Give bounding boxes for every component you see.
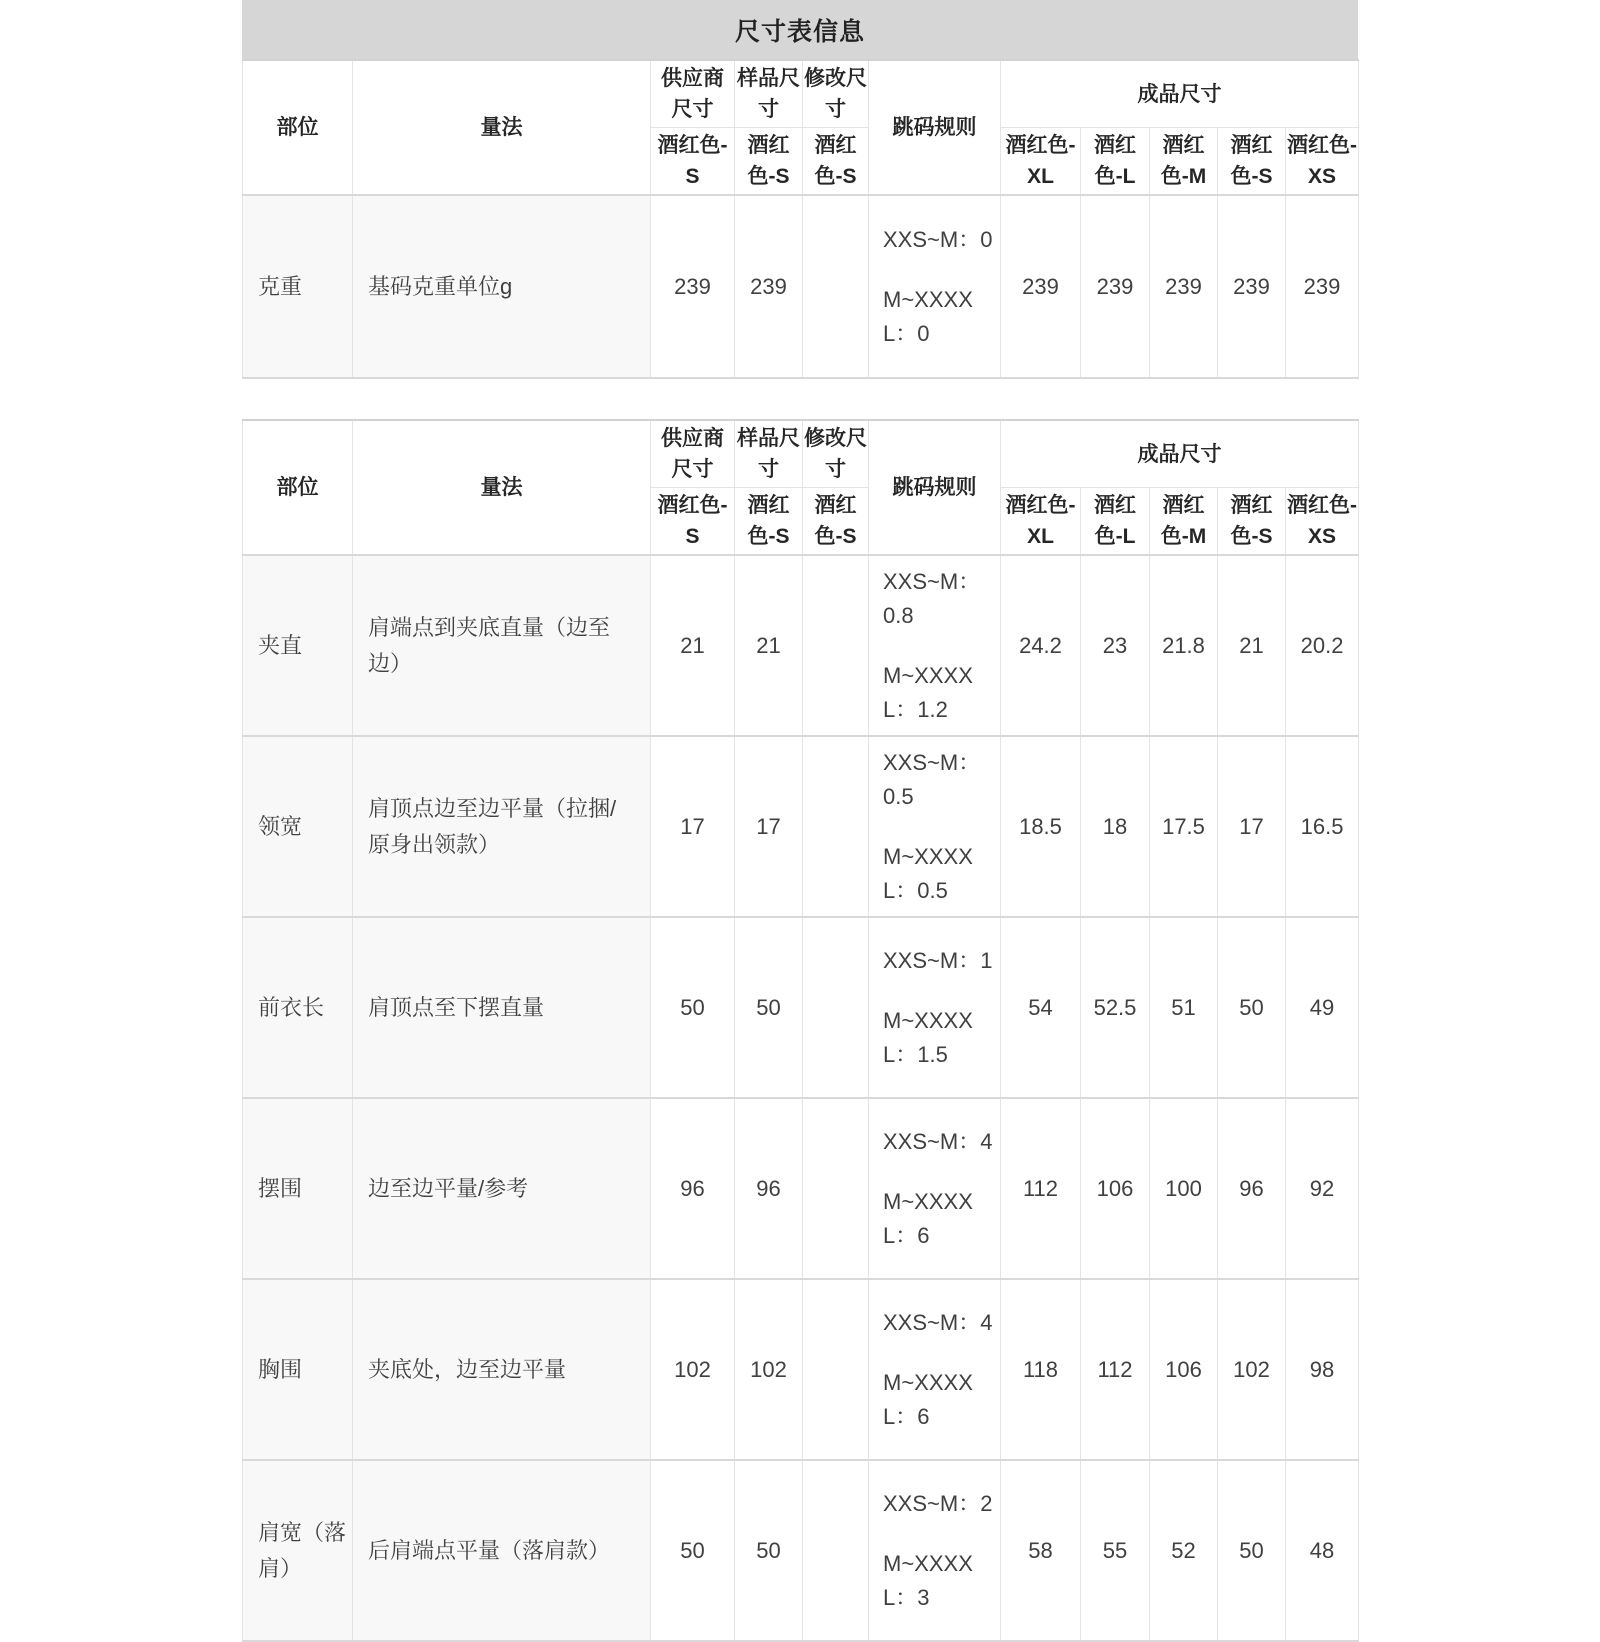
cell-modified-size: [803, 917, 869, 1098]
jump-rule-line: M~XXXXL：3: [883, 1550, 973, 1610]
cell-part: 前衣长: [243, 917, 353, 1098]
jump-rule-line: M~XXXXL：6: [883, 1188, 973, 1248]
cell-jump-rule: [869, 1098, 1001, 1279]
header-sample-size: 样品尺寸: [735, 420, 803, 488]
cell-supplier-size: 239: [651, 195, 735, 378]
size-chart-title: 尺寸表信息: [242, 0, 1358, 59]
header-supplier-size: 供应商尺寸: [651, 60, 735, 128]
cell-modified-size: [803, 1460, 869, 1641]
header-finished-sub: 酒红色-XL: [1001, 488, 1081, 556]
jump-rule-line: XXS~M：1: [883, 947, 993, 973]
cell-finished-size: 239: [1150, 195, 1218, 378]
cell-finished-size: 106: [1150, 1279, 1218, 1460]
cell-supplier-size: 21: [651, 555, 735, 736]
cell-sample-size: 96: [735, 1098, 803, 1279]
header-finished-sub: 酒红色-L: [1081, 128, 1150, 196]
header-method: 量法: [353, 60, 651, 195]
cell-part: 夹直: [243, 555, 353, 736]
jump-rule-line: XXS~M：4: [883, 1128, 993, 1154]
jump-rule-line: XXS~M：0.8: [883, 568, 981, 628]
cell-finished-size: 54: [1001, 917, 1081, 1098]
cell-jump-rule: [869, 736, 1001, 917]
header-finished-sub: 酒红色-M: [1150, 488, 1218, 556]
jump-rule-line: XXS~M：2: [883, 1490, 993, 1516]
cell-jump-rule: [869, 1279, 1001, 1460]
cell-method: 肩顶点边至边平量（拉捆/原身出领款）: [353, 736, 651, 917]
cell-part: 克重: [243, 195, 353, 378]
table-row: [243, 1098, 1359, 1279]
cell-modified-size: [803, 1279, 869, 1460]
cell-supplier-size: 50: [651, 917, 735, 1098]
cell-finished-size: 51: [1150, 917, 1218, 1098]
header-group-row: [243, 420, 1359, 488]
cell-finished-size: 239: [1081, 195, 1150, 378]
header-modified-sub: 酒红色-S: [803, 488, 869, 556]
cell-jump-rule: [869, 917, 1001, 1098]
cell-finished-size: 20.2: [1286, 555, 1359, 736]
header-supplier-sub: 酒红色-S: [651, 128, 735, 196]
cell-modified-size: [803, 555, 869, 736]
cell-finished-size: 23: [1081, 555, 1150, 736]
cell-method: 夹底处，边至边平量: [353, 1279, 651, 1460]
header-jump-rule: 跳码规则: [869, 420, 1001, 555]
table-row: [243, 1279, 1359, 1460]
cell-finished-size: 118: [1001, 1279, 1081, 1460]
header-finished-sub: 酒红色-L: [1081, 488, 1150, 556]
cell-finished-size: 55: [1081, 1460, 1150, 1641]
cell-supplier-size: 96: [651, 1098, 735, 1279]
header-finished-size: 成品尺寸: [1001, 420, 1359, 488]
jump-rule-line: M~XXXXL：6: [883, 1369, 973, 1429]
cell-method: 基码克重单位g: [353, 195, 651, 378]
header-finished-sub: 酒红色-XS: [1286, 488, 1359, 556]
header-sample-size: 样品尺寸: [735, 60, 803, 128]
jump-rule-line: XXS~M：4: [883, 1309, 993, 1335]
cell-part: 胸围: [243, 1279, 353, 1460]
cell-part: 摆围: [243, 1098, 353, 1279]
cell-jump-rule: [869, 1460, 1001, 1641]
cell-finished-size: 24.2: [1001, 555, 1081, 736]
cell-finished-size: 17.5: [1150, 736, 1218, 917]
cell-finished-size: 50: [1218, 1460, 1286, 1641]
jump-rule-line: M~XXXXL：1.5: [883, 1007, 973, 1067]
header-jump-rule: 跳码规则: [869, 60, 1001, 195]
cell-sample-size: 102: [735, 1279, 803, 1460]
header-modified-sub: 酒红色-S: [803, 128, 869, 196]
header-finished-sub: 酒红色-M: [1150, 128, 1218, 196]
table-row: [243, 736, 1359, 917]
cell-finished-size: 239: [1286, 195, 1359, 378]
cell-method: 边至边平量/参考: [353, 1098, 651, 1279]
cell-modified-size: [803, 1098, 869, 1279]
cell-supplier-size: 102: [651, 1279, 735, 1460]
cell-finished-size: 96: [1218, 1098, 1286, 1279]
cell-modified-size: [803, 195, 869, 378]
cell-sample-size: 21: [735, 555, 803, 736]
cell-jump-rule: [869, 195, 1001, 378]
table-row: [243, 1460, 1359, 1641]
cell-finished-size: 50: [1218, 917, 1286, 1098]
cell-finished-size: 102: [1218, 1279, 1286, 1460]
jump-rule-line: M~XXXXL：1.2: [883, 662, 973, 722]
header-part: 部位: [243, 420, 353, 555]
header-method: 量法: [353, 420, 651, 555]
header-finished-sub: 酒红色-S: [1218, 488, 1286, 556]
cell-finished-size: 58: [1001, 1460, 1081, 1641]
header-part: 部位: [243, 60, 353, 195]
table-row: [243, 555, 1359, 736]
cell-part: 肩宽（落肩）: [243, 1460, 353, 1641]
cell-finished-size: 21.8: [1150, 555, 1218, 736]
cell-finished-size: 52.5: [1081, 917, 1150, 1098]
detail-size-table-section: [242, 419, 1358, 1642]
size-table: [242, 419, 1359, 1642]
size-table: [242, 59, 1359, 379]
cell-sample-size: 239: [735, 195, 803, 378]
cell-part: 领宽: [243, 736, 353, 917]
table-row: [243, 195, 1359, 378]
cell-finished-size: 49: [1286, 917, 1359, 1098]
cell-finished-size: 98: [1286, 1279, 1359, 1460]
cell-method: 肩端点到夹底直量（边至边）: [353, 555, 651, 736]
cell-finished-size: 100: [1150, 1098, 1218, 1279]
header-supplier-size: 供应商尺寸: [651, 420, 735, 488]
header-supplier-sub: 酒红色-S: [651, 488, 735, 556]
cell-finished-size: 48: [1286, 1460, 1359, 1641]
header-finished-sub: 酒红色-XL: [1001, 128, 1081, 196]
cell-finished-size: 112: [1081, 1279, 1150, 1460]
jump-rule-line: M~XXXXL：0.5: [883, 843, 973, 903]
cell-jump-rule: [869, 555, 1001, 736]
header-finished-size: 成品尺寸: [1001, 60, 1359, 128]
cell-finished-size: 21: [1218, 555, 1286, 736]
cell-finished-size: 18.5: [1001, 736, 1081, 917]
cell-supplier-size: 17: [651, 736, 735, 917]
table-gap: [242, 379, 1358, 419]
cell-method: 肩顶点至下摆直量: [353, 917, 651, 1098]
base-size-table-section: [242, 59, 1358, 379]
size-table-header: [243, 60, 1359, 195]
cell-finished-size: 17: [1218, 736, 1286, 917]
cell-supplier-size: 50: [651, 1460, 735, 1641]
cell-sample-size: 17: [735, 736, 803, 917]
cell-sample-size: 50: [735, 1460, 803, 1641]
cell-finished-size: 239: [1001, 195, 1081, 378]
cell-modified-size: [803, 736, 869, 917]
header-modified-size: 修改尺寸: [803, 420, 869, 488]
cell-finished-size: 239: [1218, 195, 1286, 378]
jump-rule-line: XXS~M：0.5: [883, 749, 981, 809]
cell-finished-size: 18: [1081, 736, 1150, 917]
table-row: [243, 917, 1359, 1098]
header-sample-sub: 酒红色-S: [735, 488, 803, 556]
cell-finished-size: 52: [1150, 1460, 1218, 1641]
header-finished-sub: 酒红色-S: [1218, 128, 1286, 196]
size-chart-panel: [242, 0, 1358, 1642]
cell-finished-size: 106: [1081, 1098, 1150, 1279]
header-finished-sub: 酒红色-XS: [1286, 128, 1359, 196]
cell-finished-size: 16.5: [1286, 736, 1359, 917]
header-modified-size: 修改尺寸: [803, 60, 869, 128]
cell-method: 后肩端点平量（落肩款）: [353, 1460, 651, 1641]
size-table-header: [243, 420, 1359, 555]
cell-finished-size: 112: [1001, 1098, 1081, 1279]
cell-finished-size: 92: [1286, 1098, 1359, 1279]
jump-rule-line: XXS~M：0: [883, 226, 993, 252]
header-group-row: [243, 60, 1359, 128]
cell-sample-size: 50: [735, 917, 803, 1098]
jump-rule-line: M~XXXXL：0: [883, 286, 973, 346]
header-sample-sub: 酒红色-S: [735, 128, 803, 196]
